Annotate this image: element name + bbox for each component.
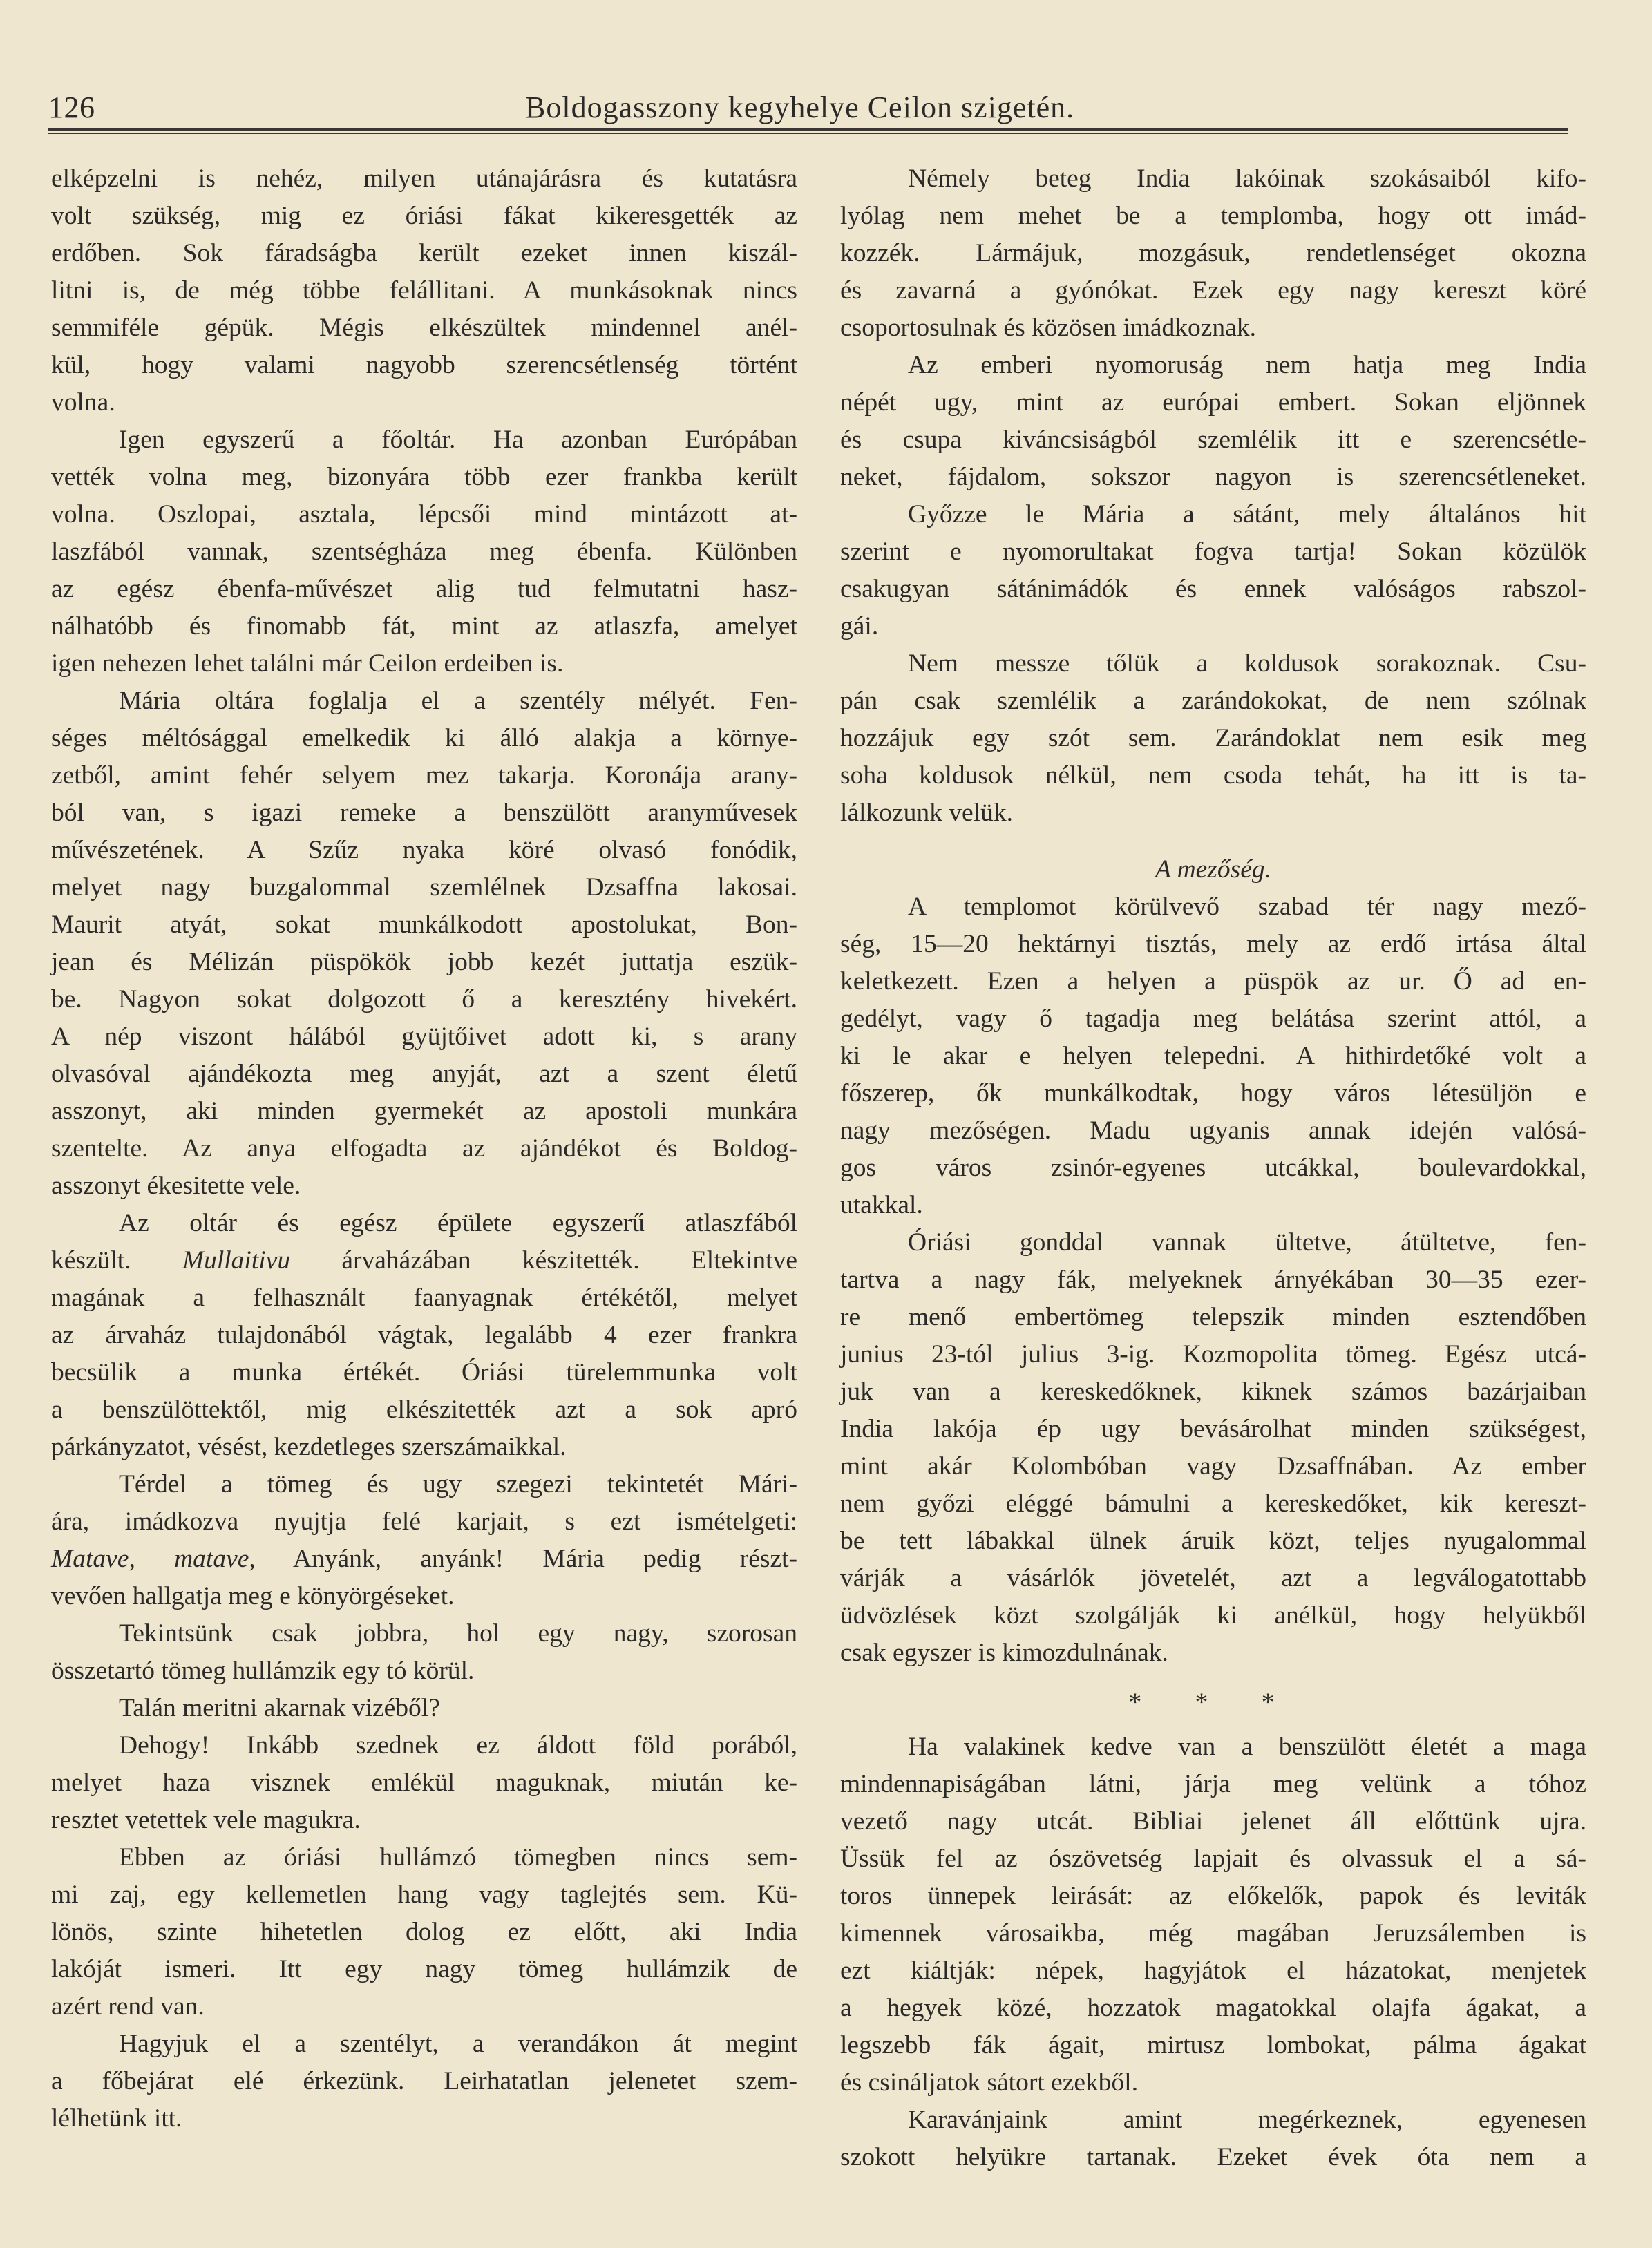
- text-line: lálkozunk velük.: [840, 799, 1013, 827]
- text-line: gái.: [840, 612, 879, 640]
- text-line: lönös, szinte hihetetlen dolog ez előtt, aki India: [51, 1918, 797, 1946]
- page-header: [48, 88, 1568, 131]
- text-line: litni is, de még többe felállitani. A munkásoknak nincs: [51, 276, 797, 305]
- text-line: Ha valakinek kedve van a benszülött életét a maga: [908, 1733, 1586, 1761]
- text-line: szerint e nyomorultakat fogva tartja! Sokan közülök: [840, 537, 1586, 566]
- text-line: tartva a nagy fák, melyeknek árnyékában 30—35 ezer-: [840, 1266, 1586, 1294]
- text-line: Győzze le Mária a sátánt, mely általános hit: [908, 500, 1586, 528]
- text-line: soha koldusok nélkül, nem csoda tehát, ha itt is ta-: [840, 761, 1586, 790]
- text-line: mi zaj, egy kellemetlen hang vagy taglejtés sem. Kü-: [51, 1880, 797, 1909]
- text-line: mint akár Kolombóban vagy Dzsaffnában. Az ember: [840, 1452, 1586, 1480]
- text-line: Az oltár és egész épülete egyszerű atlaszfából: [119, 1209, 797, 1237]
- header-rule-thin: [48, 133, 1568, 134]
- text-line: hozzájuk egy szót sem. Zarándoklat nem esik meg: [840, 724, 1586, 752]
- text-line: lakóját ismeri. Itt egy nagy tömeg hullámzik de: [51, 1955, 797, 1983]
- text-line: Maurit atyát, sokat munkálkodott apostolukat, Bon-: [51, 911, 797, 939]
- text-line: pán csak szemlélik a zarándokokat, de nem szólnak: [840, 687, 1586, 715]
- section-heading: A mezőség.: [1155, 855, 1272, 884]
- text-line: igen nehezen lehet találni már Ceilon erdeiben is.: [51, 649, 564, 678]
- text-line: laszfából vannak, szentségháza meg ébenfa. Különben: [51, 537, 797, 566]
- text-line: művészetének. A Szűz nyaka köré olvasó fonódik,: [51, 836, 797, 864]
- text-line: keletkezett. Ezen a helyen a püspök az ur. Ő ad en-: [840, 967, 1586, 996]
- text-line: főszerep, ők munkálkodtak, hogy város létesüljön e: [840, 1079, 1586, 1107]
- text-line: és zavarná a gyónókat. Ezek egy nagy kereszt köré: [840, 276, 1586, 305]
- text-line: Nem messze tőlük a koldusok sorakoznak. Csu-: [908, 649, 1586, 678]
- text-line: erdőben. Sok fáradságba került ezeket innen kiszál-: [51, 239, 797, 267]
- page-number: 126: [48, 91, 95, 124]
- text-line: gos város zsinór-egyenes utcákkal, boulevardokkal,: [840, 1154, 1586, 1182]
- text-line: kül, hogy valami nagyobb szerencsétlenség történt: [51, 351, 797, 379]
- text-line: utakkal.: [840, 1191, 923, 1219]
- section-break-asterisks: * * *: [1128, 1688, 1298, 1717]
- text-line: toros ünnepek leirását: az előkelők, papok és leviták: [840, 1882, 1586, 1910]
- text-line: Üssük fel az ószövetség lapjait és olvassuk el a sá-: [840, 1845, 1586, 1873]
- text-line: kimennek városaikba, még magában Jeruzsálemben is: [840, 1919, 1586, 1947]
- text-line: juk van a kereskedőknek, kiknek számos bazárjaiban: [840, 1378, 1586, 1406]
- text-line: csoportosulnak és közösen imádkoznak.: [840, 314, 1256, 342]
- text-line: India lakója ép ugy bevásárolhat minden szükségest,: [840, 1415, 1586, 1443]
- text-line: asszonyt, aki minden gyermekét az apostoli munkára: [51, 1097, 797, 1125]
- text-line: be. Nagyon sokat dolgozott ő a keresztény hivekért.: [51, 985, 797, 1013]
- text-line: zetből, amint fehér selyem mez takarja. Koronája arany-: [51, 761, 797, 790]
- text-line: melyet nagy buzgalommal szemlélnek Dzsaffna lakosai.: [51, 873, 797, 902]
- text-line: ára, imádkozva nyujtja felé karjait, s ezt ismételgeti:: [51, 1507, 797, 1536]
- text-line: Tekintsünk csak jobbra, hol egy nagy, szorosan: [119, 1619, 797, 1648]
- text-line: ból van, s igazi remeke a benszülött aranyművesek: [51, 799, 797, 827]
- text-line: melyet haza visznek emlékül maguknak, miután ke-: [51, 1769, 797, 1797]
- text-line: lélhetünk itt.: [51, 2104, 182, 2133]
- text-line: Matave, matave, Anyánk, anyánk! Mária pedig részt-: [51, 1545, 798, 1573]
- text-line: összetartó tömeg hullámzik egy tó körül.: [51, 1657, 475, 1685]
- text-line: Dehogy! Inkább szednek ez áldott föld porából,: [119, 1731, 797, 1760]
- text-line: Ebben az óriási hullámzó tömegben nincs sem-: [119, 1843, 797, 1871]
- text-line: mindennapiságában látni, járja meg velünk a tóhoz: [840, 1770, 1586, 1798]
- text-line: ki le akar e helyen telepedni. A hithirdetőké volt a: [840, 1042, 1586, 1070]
- text-line: és csináljatok sátort ezekből.: [840, 2068, 1139, 2097]
- text-line: Talán meritni akarnak vizéből?: [119, 1694, 440, 1722]
- text-line: az árvaház tulajdonából vágtak, legalább 4 ezer frankra: [51, 1321, 797, 1349]
- text-line: semmiféle gépük. Mégis elkészültek mindennel anél-: [51, 314, 797, 342]
- text-line: készült. Mullaitivu árvaházában készitették. Eltekintve: [51, 1246, 797, 1275]
- text-line: szokott helyükre tartanak. Ezeket évek óta nem a: [840, 2143, 1586, 2171]
- text-line: volna. Oszlopai, asztala, lépcsői mind mintázott at-: [51, 500, 797, 528]
- text-line: gedélyt, vagy ő tagadja meg belátása szerint attól, a: [840, 1004, 1586, 1033]
- text-line: az egész ébenfa-művészet alig tud felmutatni hasz-: [51, 575, 797, 603]
- text-line: nálhatóbb és finomabb fát, mint az atlaszfa, amelyet: [51, 612, 797, 640]
- text-line: nem győzi eléggé bámulni a kereskedőket, kik kereszt-: [840, 1489, 1586, 1518]
- text-line: szentelte. Az anya elfogadta az ajándékot és Boldog-: [51, 1134, 797, 1163]
- text-line: nagy mezőségen. Madu ugyanis annak idején valósá-: [840, 1116, 1586, 1145]
- text-line: a főbejárat elé érkezünk. Leirhatatlan jelenetet szem-: [51, 2067, 797, 2095]
- text-line: ezt kiáltják: népek, hagyjátok el házatokat, menjetek: [840, 1956, 1586, 1985]
- text-line: re menő embertömeg telepszik minden esztendőben: [840, 1303, 1586, 1331]
- text-line: Az emberi nyomoruság nem hatja meg India: [908, 351, 1586, 379]
- text-line: vezető nagy utcát. Bibliai jelenet áll előttünk ujra.: [840, 1807, 1586, 1836]
- text-line: a hegyek közé, hozzatok magatokkal olajfa ágakat, a: [840, 1994, 1586, 2022]
- text-line: várják a vásárlók jövetelét, azt a legválogatottabb: [840, 1564, 1586, 1592]
- text-line: csak egyszer is kimozdulnának.: [840, 1639, 1168, 1667]
- running-title: Boldogasszony kegyhelye Ceilon szigetén.: [525, 91, 1075, 124]
- text-line: a benszülöttektől, mig elkészitették azt a sok apró: [51, 1396, 797, 1424]
- text-line: jean és Mélizán püspökök jobb kezét juttatja eszük-: [51, 948, 797, 976]
- text-line: csakugyan sátánimádók és ennek valóságos rabszol-: [840, 575, 1586, 603]
- text-line: lyólag nem mehet be a templomba, hogy ott imád-: [840, 202, 1586, 230]
- text-line: elképzelni is nehéz, milyen utánajárásra és kutatásra: [51, 164, 797, 193]
- text-line: Térdel a tömeg és ugy szegezi tekintetét Mári-: [119, 1470, 797, 1498]
- text-line: Mária oltára foglalja el a szentély mélyét. Fen-: [119, 687, 797, 715]
- text-line: olvasóval ajándékozta meg anyját, azt a szent életű: [51, 1060, 797, 1088]
- text-line: Igen egyszerű a főoltár. Ha azonban Európában: [119, 426, 797, 454]
- text-line: üdvözlések közt szolgálják ki anélkül, hogy helyükből: [840, 1601, 1586, 1630]
- text-line: séges méltósággal emelkedik ki álló alakja a környe-: [51, 724, 797, 752]
- text-line: vevően hallgatja meg e könyörgéseket.: [51, 1582, 455, 1610]
- italic-phrase: Mullaitivu: [182, 1246, 291, 1275]
- text-line: párkányzatot, vésést, kezdetleges szerszámaikkal.: [51, 1433, 567, 1461]
- text-line: Hagyjuk el a szentélyt, a verandákon át megint: [119, 2030, 797, 2058]
- text-line: magának a felhasznált faanyagnak értékétől, melyet: [51, 1284, 797, 1312]
- text-line: resztet vetettek vele magukra.: [51, 1806, 361, 1834]
- text-line: Óriási gonddal vannak ültetve, átültetve, fen-: [908, 1228, 1586, 1257]
- text-line: A nép viszont hálából gyüjtőivet adott ki, s arany: [51, 1022, 797, 1051]
- text-line: Karavánjaink amint megérkeznek, egyenesen: [908, 2106, 1586, 2134]
- italic-phrase: Matave, matave,: [51, 1545, 256, 1573]
- text-line: kozzék. Lármájuk, mozgásuk, rendetlenséget okozna: [840, 239, 1586, 267]
- text-line: volna.: [51, 388, 115, 417]
- header-rule: [48, 128, 1568, 131]
- text-line: népét ugy, mint az európai embert. Sokan eljönnek: [840, 388, 1586, 417]
- left-column: [51, 160, 797, 2137]
- text-line: vették volna meg, bizonyára több ezer frankba került: [51, 463, 797, 491]
- text-line: legszebb fák ágait, mirtusz lombokat, pálma ágakat: [840, 2031, 1586, 2059]
- text-line: neket, fájdalom, sokszor nagyon is szerencsétleneket.: [840, 463, 1586, 491]
- text-line: azért rend van.: [51, 1992, 205, 2021]
- text-line: ség, 15—20 hektárnyi tisztás, mely az erdő irtása által: [840, 930, 1586, 958]
- text-line: asszonyt ékesitette vele.: [51, 1172, 301, 1200]
- text-line: Némely beteg India lakóinak szokásaiból kifo-: [908, 164, 1586, 193]
- text-line: volt szükség, mig ez óriási fákat kikeresgették az: [51, 202, 797, 230]
- text-line: junius 23-tól julius 3-ig. Kozmopolita tömeg. Egész utcá-: [840, 1340, 1586, 1369]
- text-line: be tett lábakkal ülnek áruik közt, teljes nyugalommal: [840, 1527, 1586, 1555]
- text-line: A templomot körülvevő szabad tér nagy mező-: [908, 893, 1586, 921]
- text-line: becsülik a munka értékét. Óriási türelemmunka volt: [51, 1358, 797, 1387]
- text-line: és csupa kiváncsiságból szemlélik itt e szerencsétle-: [840, 426, 1586, 454]
- right-column: [840, 160, 1586, 2176]
